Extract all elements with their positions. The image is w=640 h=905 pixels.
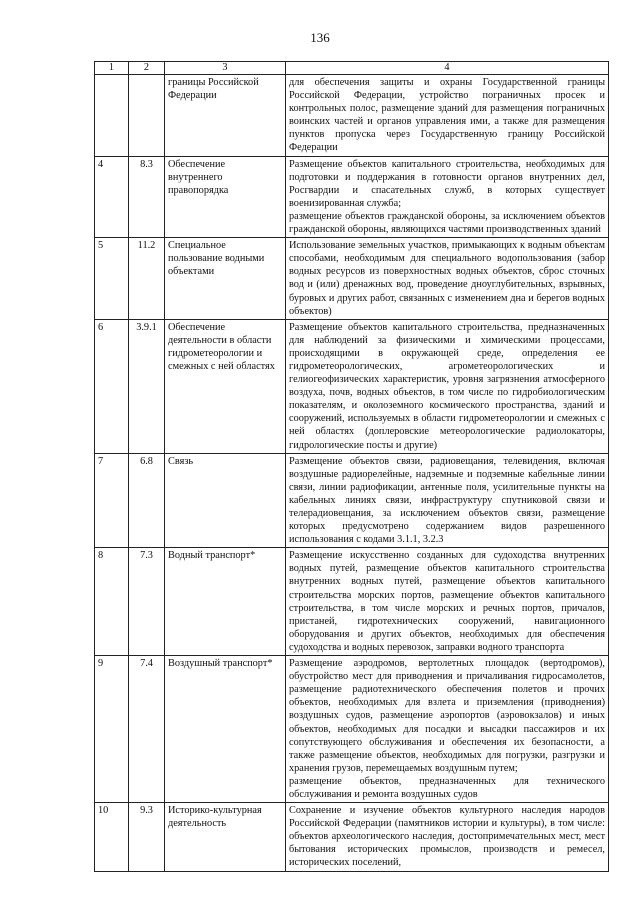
use-code: 9.3 (129, 803, 165, 871)
row-number: 9 (95, 656, 129, 803)
row-number: 4 (95, 156, 129, 238)
table-row (95, 75, 609, 157)
use-name: Связь (165, 453, 286, 548)
use-name: Воздушный транспорт* (165, 656, 286, 803)
header-col-1: 1 (95, 62, 129, 75)
table-row (95, 803, 609, 871)
use-description (286, 453, 609, 548)
use-name: Историко-культурная деятельность (165, 803, 286, 871)
use-code: 3.9.1 (129, 319, 165, 453)
row-number (95, 75, 129, 157)
use-description (286, 75, 609, 157)
table-row (95, 238, 609, 320)
row-number: 5 (95, 238, 129, 320)
table-row (95, 548, 609, 656)
table-header-row (95, 62, 609, 75)
land-use-table (94, 61, 609, 872)
description-paragraph: Размещение аэродромов, вертолетных площадок (вертодромов), обустройство мест для приводнения и причаливания гидросамолетов, размещение радиотехнического обеспечения полетов и прочих объектов, необходимых для взлета и приземления (приводнения) воздушных судов, размещение аэропортов (аэровокзалов) и иных объектов, необходимых для посадки и высадки пассажиров и их сопутствующего обслуживания и обеспечения их безопасности, а также размещение объектов, необходимых для погрузки, разгрузки и хранения грузов, перемещаемых воздушным путем; (289, 658, 605, 774)
header-col-3: 3 (165, 62, 286, 75)
table-row (95, 319, 609, 453)
use-description (286, 656, 609, 803)
use-code: 8.3 (129, 156, 165, 238)
row-number: 8 (95, 548, 129, 656)
description-paragraph: Размещение объектов капитального строительства, предназначенных для наблюдений за физическими и химическими процессами, происходящими в окружающей среде, определения ее гидрометеорологических, агрометеорологических и гелиогеофизических характеристик, уровня загрязнения атмосферного воздуха, почв, водных объектов, в том числе по гидробиологическим показателям, и околоземного космического пространства, зданий и сооружений, используемых в области гидрометеорологии и смежных с ней областях (доплеровские метеорологические радиолокаторы, гидрологические посты и другие) (289, 321, 605, 451)
use-name: Специальное пользование водными объектами (165, 238, 286, 320)
description-paragraph: размещение объектов гражданской обороны, за исключением объектов гражданской обороны, являющихся частями производственных зданий (289, 210, 605, 236)
page-number: 136 (310, 30, 330, 45)
use-name: Обеспечение внутреннего правопорядка (165, 156, 286, 238)
use-description (286, 803, 609, 871)
table-row (95, 453, 609, 548)
table-row (95, 656, 609, 803)
use-description (286, 238, 609, 320)
use-name: Обеспечение деятельности в области гидрометеорологии и смежных с ней областях (165, 319, 286, 453)
use-description (286, 548, 609, 656)
table-row (95, 156, 609, 238)
row-number: 6 (95, 319, 129, 453)
description-paragraph: Размещение объектов связи, радиовещания, телевидения, включая воздушные радиорелейные, надземные и подземные кабельные линии связи, линии радиофикации, антенные поля, усилительные пункты на кабельных линиях связи, инфраструктуру спутниковой связи и телерадиовещания, за исключением объектов связи, размещение которых предусмотрено содержанием видов разрешенного использования с кодами 3.1.1, 3.2.3 (289, 455, 605, 546)
description-paragraph: Использование земельных участков, примыкающих к водным объектам способами, необходимым для специального водопользования (забор водных ресурсов из поверхностных водных объектов, сброс сточных вод и (или) дренажных вод, проведение дноуглубительных, взрывных, буровых и других работ, связанных с изменением дна и берегов водных объектов) (289, 240, 605, 317)
use-code: 7.3 (129, 548, 165, 656)
description-paragraph: Размещение объектов капитального строительства, необходимых для подготовки и поддержания в готовности органов внутренних дел, Росгвардии и спасательных служб, в которых существует военизированная служба; (289, 158, 605, 209)
header-col-2: 2 (129, 62, 165, 75)
use-code: 11.2 (129, 238, 165, 320)
use-code (129, 75, 165, 157)
use-description (286, 156, 609, 238)
use-description (286, 319, 609, 453)
header-col-4: 4 (286, 62, 609, 75)
description-paragraph: размещение объектов, предназначенных для технического обслуживания и ремонта воздушных судов (289, 775, 605, 800)
use-code: 6.8 (129, 453, 165, 548)
use-name: Водный транспорт* (165, 548, 286, 656)
row-number: 7 (95, 453, 129, 548)
description-paragraph: Сохранение и изучение объектов культурного наследия народов Российской Федерации (памятников истории и культуры), в том числе: объектов археологического наследия, достопримечательных мест, мест бытования исторических промыслов, производств и ремесел, исторических поселений, (289, 805, 605, 869)
row-number: 10 (95, 803, 129, 871)
description-paragraph: для обеспечения защиты и охраны Государственной границы Российской Федерации, устройство пограничных просек и контрольных полос, размещение зданий для размещения пограничных воинских частей и органов управления ими, а также для размещения пунктов пропуска через Государственную границу Российской Федерации (289, 77, 605, 154)
use-name: границы Российской Федерации (165, 75, 286, 157)
description-paragraph: Размещение искусственно созданных для судоходства внутренних водных путей, размещение объектов капитального строительства внутренних водных путей, размещение объектов капитального строительства морских портов, размещение объектов капитального строительства, в том числе морских и речных портов, причалов, пристаней, гидротехнических сооружений, навигационного оборудования и других объектов, необходимых для обеспечения судоходства и водных перевозок, заправки водного транспорта (289, 550, 605, 653)
use-code: 7.4 (129, 656, 165, 803)
